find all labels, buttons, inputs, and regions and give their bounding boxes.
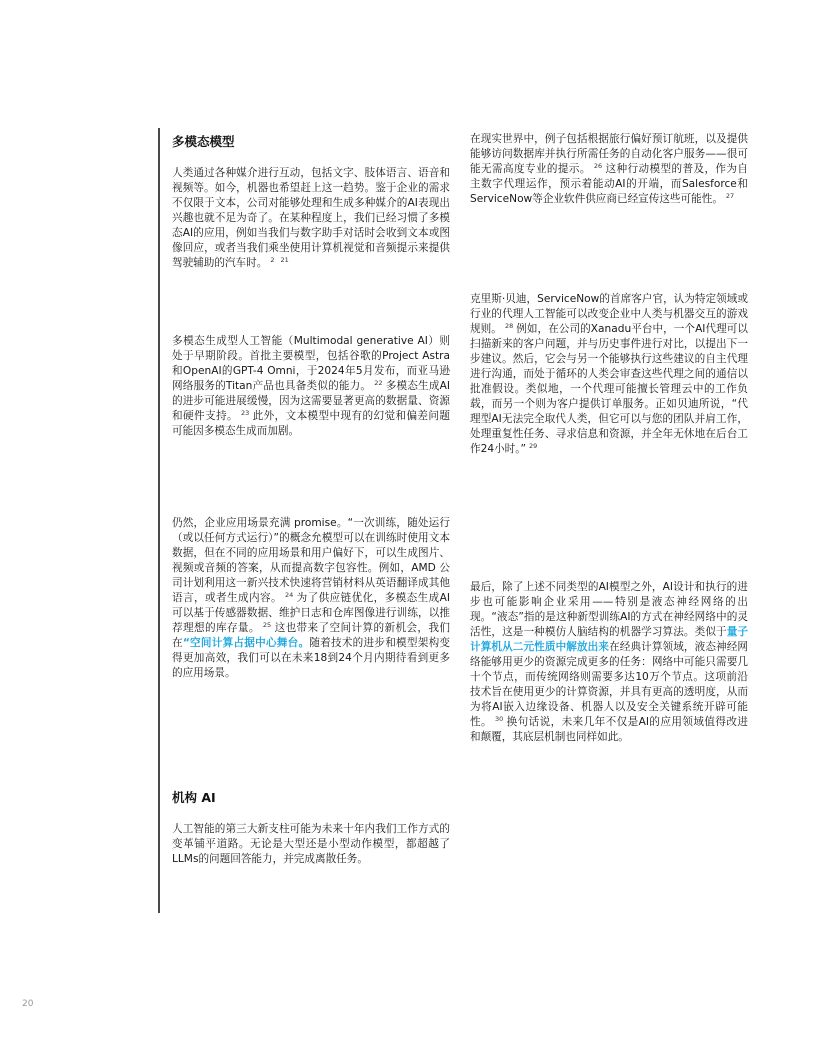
paragraph-text: 这种行动模型的普及，作为自主数字代理运作，预示着能动AI的开端，而Salesforce和ServiceNow等企业软件供应商已经宣传这些可能性。 <box>470 163 749 205</box>
paragraph-enterprise-use-cases <box>172 516 450 681</box>
footnote-ref: 23 <box>240 409 250 417</box>
footnote-ref: 22 <box>374 379 383 387</box>
paragraph-text: 多模态生成型人工智能（Multimodal generative AI）则处于早期阶段。首批主要模型，包括谷歌的Project Astra和OpenAI的GPT-4 Omni，于2024年5月发布，而亚马逊网络服务的Titan产品也具备类似的能力。 <box>172 335 450 392</box>
paragraph-action-models <box>470 132 748 207</box>
paragraph-text: 多模态生成AI的进步可能进展缓慢，因为这需要显著更高的数据量、资源和硬件支持。 <box>172 380 450 422</box>
paragraph-agentic-intro: 人工智能的第三大新支柱可能为未来十年内我们工作方式的变革铺平道路。无论是大型还是小型动作模型，都超越了LLMs的问题回答能力，并完成离散任务。 <box>172 823 450 865</box>
paragraph-text: 随着技术的进步和模型架构变得更加高效，我们可以在未来18到24个月内期待看到更多的应用场景。 <box>172 637 451 679</box>
footnote-ref: 2 <box>270 256 275 264</box>
paragraph-multimodal-generative <box>172 334 450 439</box>
paragraph-text: 例如，在公司的Xanadu平台中，一个AI代理可以扫描新来的客户问题，并与历史事件进行对比，以提出下一步建议。然后，它会与另一个能够执行这些建议的自主代理进行沟通，而处于循环的人类会审查这些代理之间的通信以批准假设。类似地，一个代理可能擅长管理云中的工作负载，而另一个则为客户提供订单服务。正如贝迪所说，“代理型AI无法完全取代人类，但它可以与您的团队并肩工作，处理重复性任务、寻求信息和资源，并全年无休地在后台工作24小时。” <box>470 323 749 455</box>
paragraph-liquid-neural-networks <box>470 580 748 745</box>
footnote-ref: 21 <box>280 256 289 264</box>
link-quantum-computing[interactable]: 量子计算机从二元性质中解放出来 <box>470 626 749 653</box>
paragraph-text: 在现实世界中，例子包括根据旅行偏好预订航班，以及提供能够访问数据库并执行所需任务的自动化客户服务——很可能无需高度专业的提示。 <box>470 133 748 175</box>
footnote-ref: 28 <box>504 322 514 330</box>
left-column-rule <box>158 128 160 913</box>
footnote-ref: 29 <box>529 442 538 450</box>
heading-multimodal-models: 多模态模型 <box>172 134 235 149</box>
paragraph-text: 这也带来了空间计算的新机会，我们在 <box>172 622 450 649</box>
paragraph-multimodal-intro <box>172 166 450 271</box>
page-number: 20 <box>22 999 34 1009</box>
heading-agentic-ai: 机构 AI <box>172 790 216 805</box>
footnote-ref: 25 <box>262 621 272 629</box>
paragraph-text: 仍然，企业应用场景充满 promise。“一次训练，随处运行（或以任何方式运行）”的概念允模型可以在训练时使用文本数据，但在不同的应用场景和用户偏好下，可以生成图片、视频或音频的答案，从而提高数字包容性。例如，AMD 公司计划利用这一新兴技术快速将营销材料从英语翻译成其他语言，或者生成内容。 <box>172 517 450 604</box>
paragraph-text: 克里斯·贝迪，ServiceNow的首席客户官，认为特定领域或行业的代理人工智能可以改变企业中人类与机器交互的游戏规则。 <box>470 293 748 335</box>
footnote-ref: 24 <box>284 591 294 599</box>
paragraph-text: 此外，文本模型中现有的幻觉和偏差问题可能因多模态生成而加剧。 <box>172 410 451 437</box>
paragraph-text: 人类通过各种媒介进行互动，包括文字、肢体语言、语音和视频等。如今，机器也希望赶上这一趋势。鉴于企业的需求不仅限于文本，公司对能够处理和生成多种媒介的AI表现出兴趣也就不足为奇了。在某种程度上，我们已经习惯了多模态AI的应用，例如当我们与数字助手对话时会收到文本或图像回应，或者当我们乘坐使用计算机视觉和音频提示来提供驾驶辅助的汽车时。 <box>172 167 450 269</box>
paragraph-text: 为了供应链优化，多模态生成AI可以基于传感器数据、维护日志和仓库图像进行训练，以推荐理想的库存量。 <box>172 592 451 634</box>
footnote-ref: 26 <box>593 162 603 170</box>
link-spatial-computing[interactable]: “空间计算占据中心舞台。 <box>182 637 310 649</box>
footnote-ref: 27 <box>725 192 735 200</box>
paragraph-text: 换句话说，未来几年不仅是AI的应用领域值得改进和颠覆，其底层机制也同样如此。 <box>470 716 748 743</box>
paragraph-text: 在经典计算领域，液态神经网络能够用更少的资源完成更多的任务：网络中可能只需要几十个节点，而传统网络则需要多达10万个节点。这项前沿技术旨在使用更少的计算资源，并具有更高的透明度，从而为将AI嵌入边缘设备、机器人以及安全关键系统开辟可能性。 <box>470 641 749 728</box>
paragraph-servicenow-agents <box>470 292 748 457</box>
footnote-ref: 30 <box>495 715 504 723</box>
paragraph-text: 最后，除了上述不同类型的AI模型之外，AI设计和执行的进步也可能影响企业采用——特别是液态神经网络的出现。“液态”指的是这种新型训练AI的方式在神经网络中的灵活性，这是一种模仿人脑结构的机器学习算法。类似于 <box>470 581 748 638</box>
